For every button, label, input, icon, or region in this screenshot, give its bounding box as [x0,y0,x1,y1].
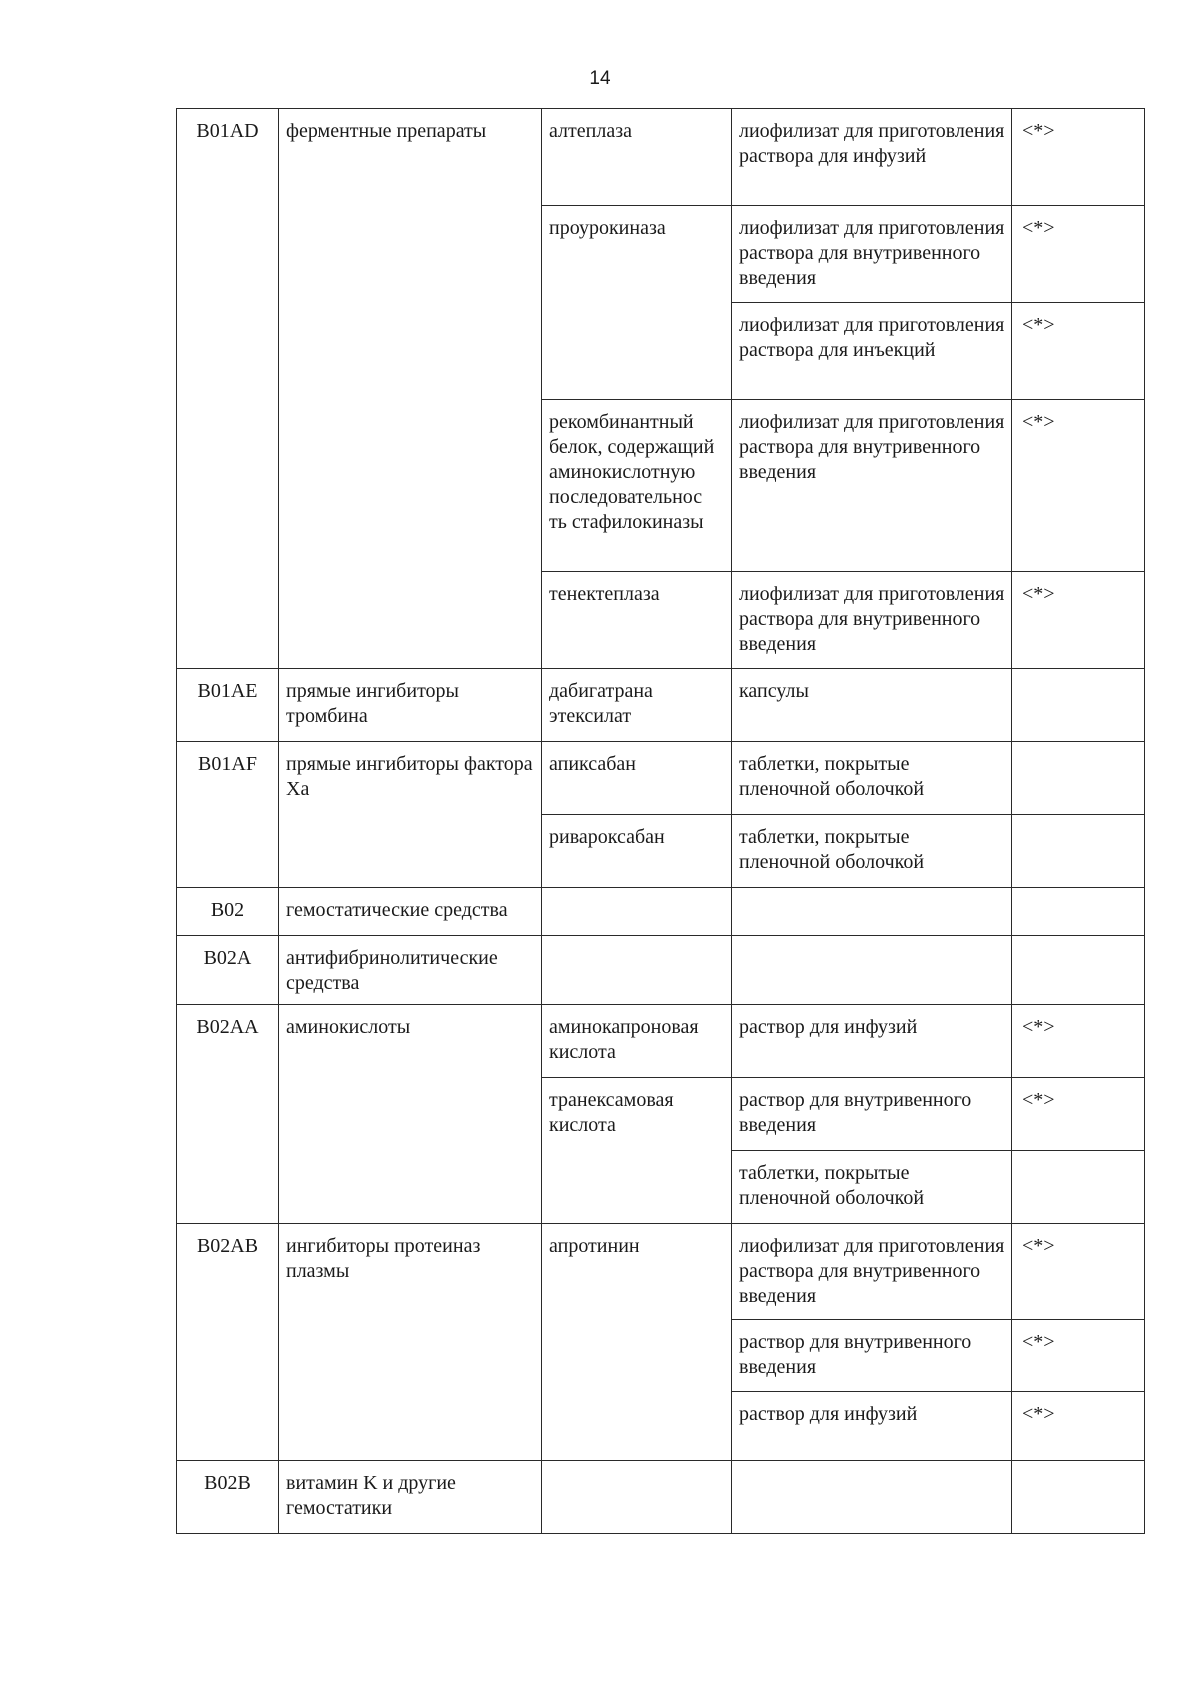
form-cell: лиофилизат для приготовления раствора для инфузий [732,109,1012,206]
substance-cell: дабигатрана этексилат [542,669,732,742]
form-cell: раствор для инфузий [732,1392,1012,1461]
atc-code-cell: B01AE [177,669,279,742]
group-cell: ферментные препараты [279,109,542,669]
table-row [177,109,1145,206]
note-cell [1012,936,1145,1005]
note-cell: <*> [1012,303,1145,400]
form-cell: капсулы [732,669,1012,742]
note-cell: <*> [1012,400,1145,572]
substance-cell [542,888,732,936]
substance-cell: транексамовая кислота [542,1078,732,1224]
form-cell: лиофилизат для приготовления раствора для внутривенного введения [732,400,1012,572]
atc-code-cell: B02B [177,1461,279,1534]
group-cell: ингибиторы протеиназ плазмы [279,1224,542,1461]
form-cell [732,936,1012,1005]
note-cell: <*> [1012,1005,1145,1078]
page-number: 14 [589,68,611,89]
form-cell [732,1461,1012,1534]
atc-code-cell: B02AB [177,1224,279,1461]
note-cell [1012,888,1145,936]
substance-cell: тенектеплаза [542,572,732,669]
atc-code-cell: B02 [177,888,279,936]
note-cell [1012,815,1145,888]
note-cell: <*> [1012,572,1145,669]
table-row [177,936,1145,1005]
drug-table [176,108,1145,1534]
group-cell: прямые ингибиторы тромбина [279,669,542,742]
substance-cell: алтеплаза [542,109,732,206]
atc-code-cell: B01AD [177,109,279,669]
table-row [177,1224,1145,1320]
form-cell: раствор для внутривенного введения [732,1078,1012,1151]
atc-code-cell: B02AA [177,1005,279,1224]
group-cell: витамин K и другие гемостатики [279,1461,542,1534]
group-cell: прямые ингибиторы фактора Xa [279,742,542,888]
note-cell: <*> [1012,1224,1145,1320]
form-cell: лиофилизат для приготовления раствора для внутривенного введения [732,206,1012,303]
form-cell: лиофилизат для приготовления раствора для инъекций [732,303,1012,400]
group-cell: аминокислоты [279,1005,542,1224]
note-cell [1012,1151,1145,1224]
substance-cell [542,936,732,1005]
form-cell: лиофилизат для приготовления раствора для внутривенного введения [732,1224,1012,1320]
table-row [177,888,1145,936]
note-cell: <*> [1012,1392,1145,1461]
form-cell [732,888,1012,936]
atc-code-cell: B01AF [177,742,279,888]
form-cell: раствор для инфузий [732,1005,1012,1078]
substance-cell: проурокиназа [542,206,732,400]
note-cell [1012,669,1145,742]
table-row [177,669,1145,742]
note-cell: <*> [1012,1078,1145,1151]
atc-code-cell: B02A [177,936,279,1005]
substance-cell: аминокапроновая кислота [542,1005,732,1078]
group-cell: антифибринолитические средства [279,936,542,1005]
substance-cell: ривароксабан [542,815,732,888]
note-cell: <*> [1012,206,1145,303]
form-cell: таблетки, покрытые пленочной оболочкой [732,1151,1012,1224]
form-cell: раствор для внутривенного введения [732,1320,1012,1392]
table-row [177,1461,1145,1534]
note-cell [1012,742,1145,815]
substance-cell: апиксабан [542,742,732,815]
substance-cell: апротинин [542,1224,732,1461]
substance-cell [542,1461,732,1534]
note-cell [1012,1461,1145,1534]
form-cell: лиофилизат для приготовления раствора для внутривенного введения [732,572,1012,669]
note-cell: <*> [1012,1320,1145,1392]
table-row [177,742,1145,815]
group-cell: гемостатические средства [279,888,542,936]
note-cell: <*> [1012,109,1145,206]
form-cell: таблетки, покрытые пленочной оболочкой [732,815,1012,888]
form-cell: таблетки, покрытые пленочной оболочкой [732,742,1012,815]
table-row [177,1005,1145,1078]
substance-cell: рекомбинантный белок, содержащий аминокислотную последовательнос ть стафилокиназы [542,400,732,572]
